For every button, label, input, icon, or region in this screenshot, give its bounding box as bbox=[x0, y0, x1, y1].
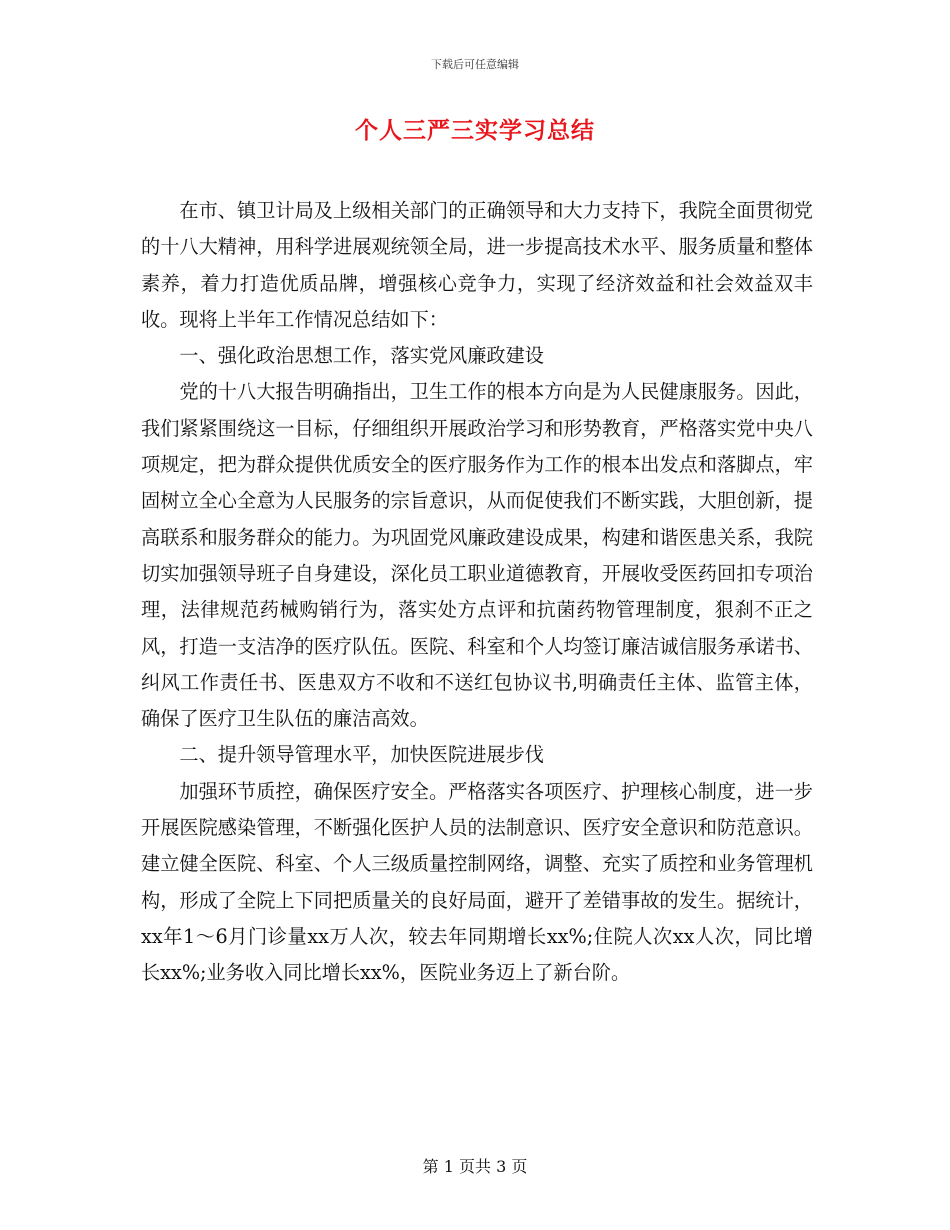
paragraph-section-1: 党的十八大报告明确指出，卫生工作的根本方向是为人民健康服务。因此，我们紧紧围绕这一目标，仔细组织开展政治学习和形势教育，严格落实党中央八项规定，把为群众提供优质安全的医疗服务作为工作的根本出发点和落脚点，牢固树立全心全意为人民服务的宗旨意识，从而促使我们不断实践，大胆创新，提高联系和服务群众的能力。为巩固党风廉政建设成果，构建和谐医患关系，我院切实加强领导班子自身建设，深化员工职业道德教育，开展收受医药回扣专项治理，法律规范药械购销行为，落实处方点评和抗菌药物管理制度，狠刹不正之风，打造一支洁净的医疗队伍。医院、科室和个人均签订廉洁诚信服务承诺书、纠风工作责任书、医患双方不收和不送红包协议书,明确责任主体、监管主体，确保了医疗卫生队伍的廉洁高效。 bbox=[141, 380, 813, 731]
page-header: 下载后可任意编辑 bbox=[431, 58, 519, 71]
document-title: 个人三严三实学习总结 bbox=[355, 117, 595, 144]
section-heading-1: 一、强化政治思想工作，落实党风廉政建设 bbox=[179, 344, 544, 368]
paragraph-intro: 在市、镇卫计局及上级相关部门的正确领导和大力支持下，我院全面贯彻党的十八大精神，用科学进展观统领全局，进一步提高技术水平、服务质量和整体素养，着力打造优质品牌，增强核心竞争力，实现了经济效益和社会效益双丰收。现将上半年工作情况总结如下： bbox=[141, 199, 813, 331]
section-heading-2: 二、提升领导管理水平，加快医院进展步伐 bbox=[179, 743, 544, 767]
page-footer: 第 1 页共 3 页 bbox=[422, 1157, 528, 1176]
paragraph-section-2: 加强环节质控，确保医疗安全。严格落实各项医疗、护理核心制度，进一步开展医院感染管理，不断强化医护人员的法制意识、医疗安全意识和防范意识。建立健全医院、科室、个人三级质量控制网络，调整、充实了质控和业务管理机构，形成了全院上下同把质量关的良好局面，避开了差错事故的发生。据统计，xx年1～6月门诊量xx万人次，较去年同期增长xx%;住院人次xx人次，同比增长xx%;业务收入同比增长xx%，医院业务迈上了新台阶。 bbox=[141, 779, 813, 985]
document-body bbox=[141, 193, 813, 992]
